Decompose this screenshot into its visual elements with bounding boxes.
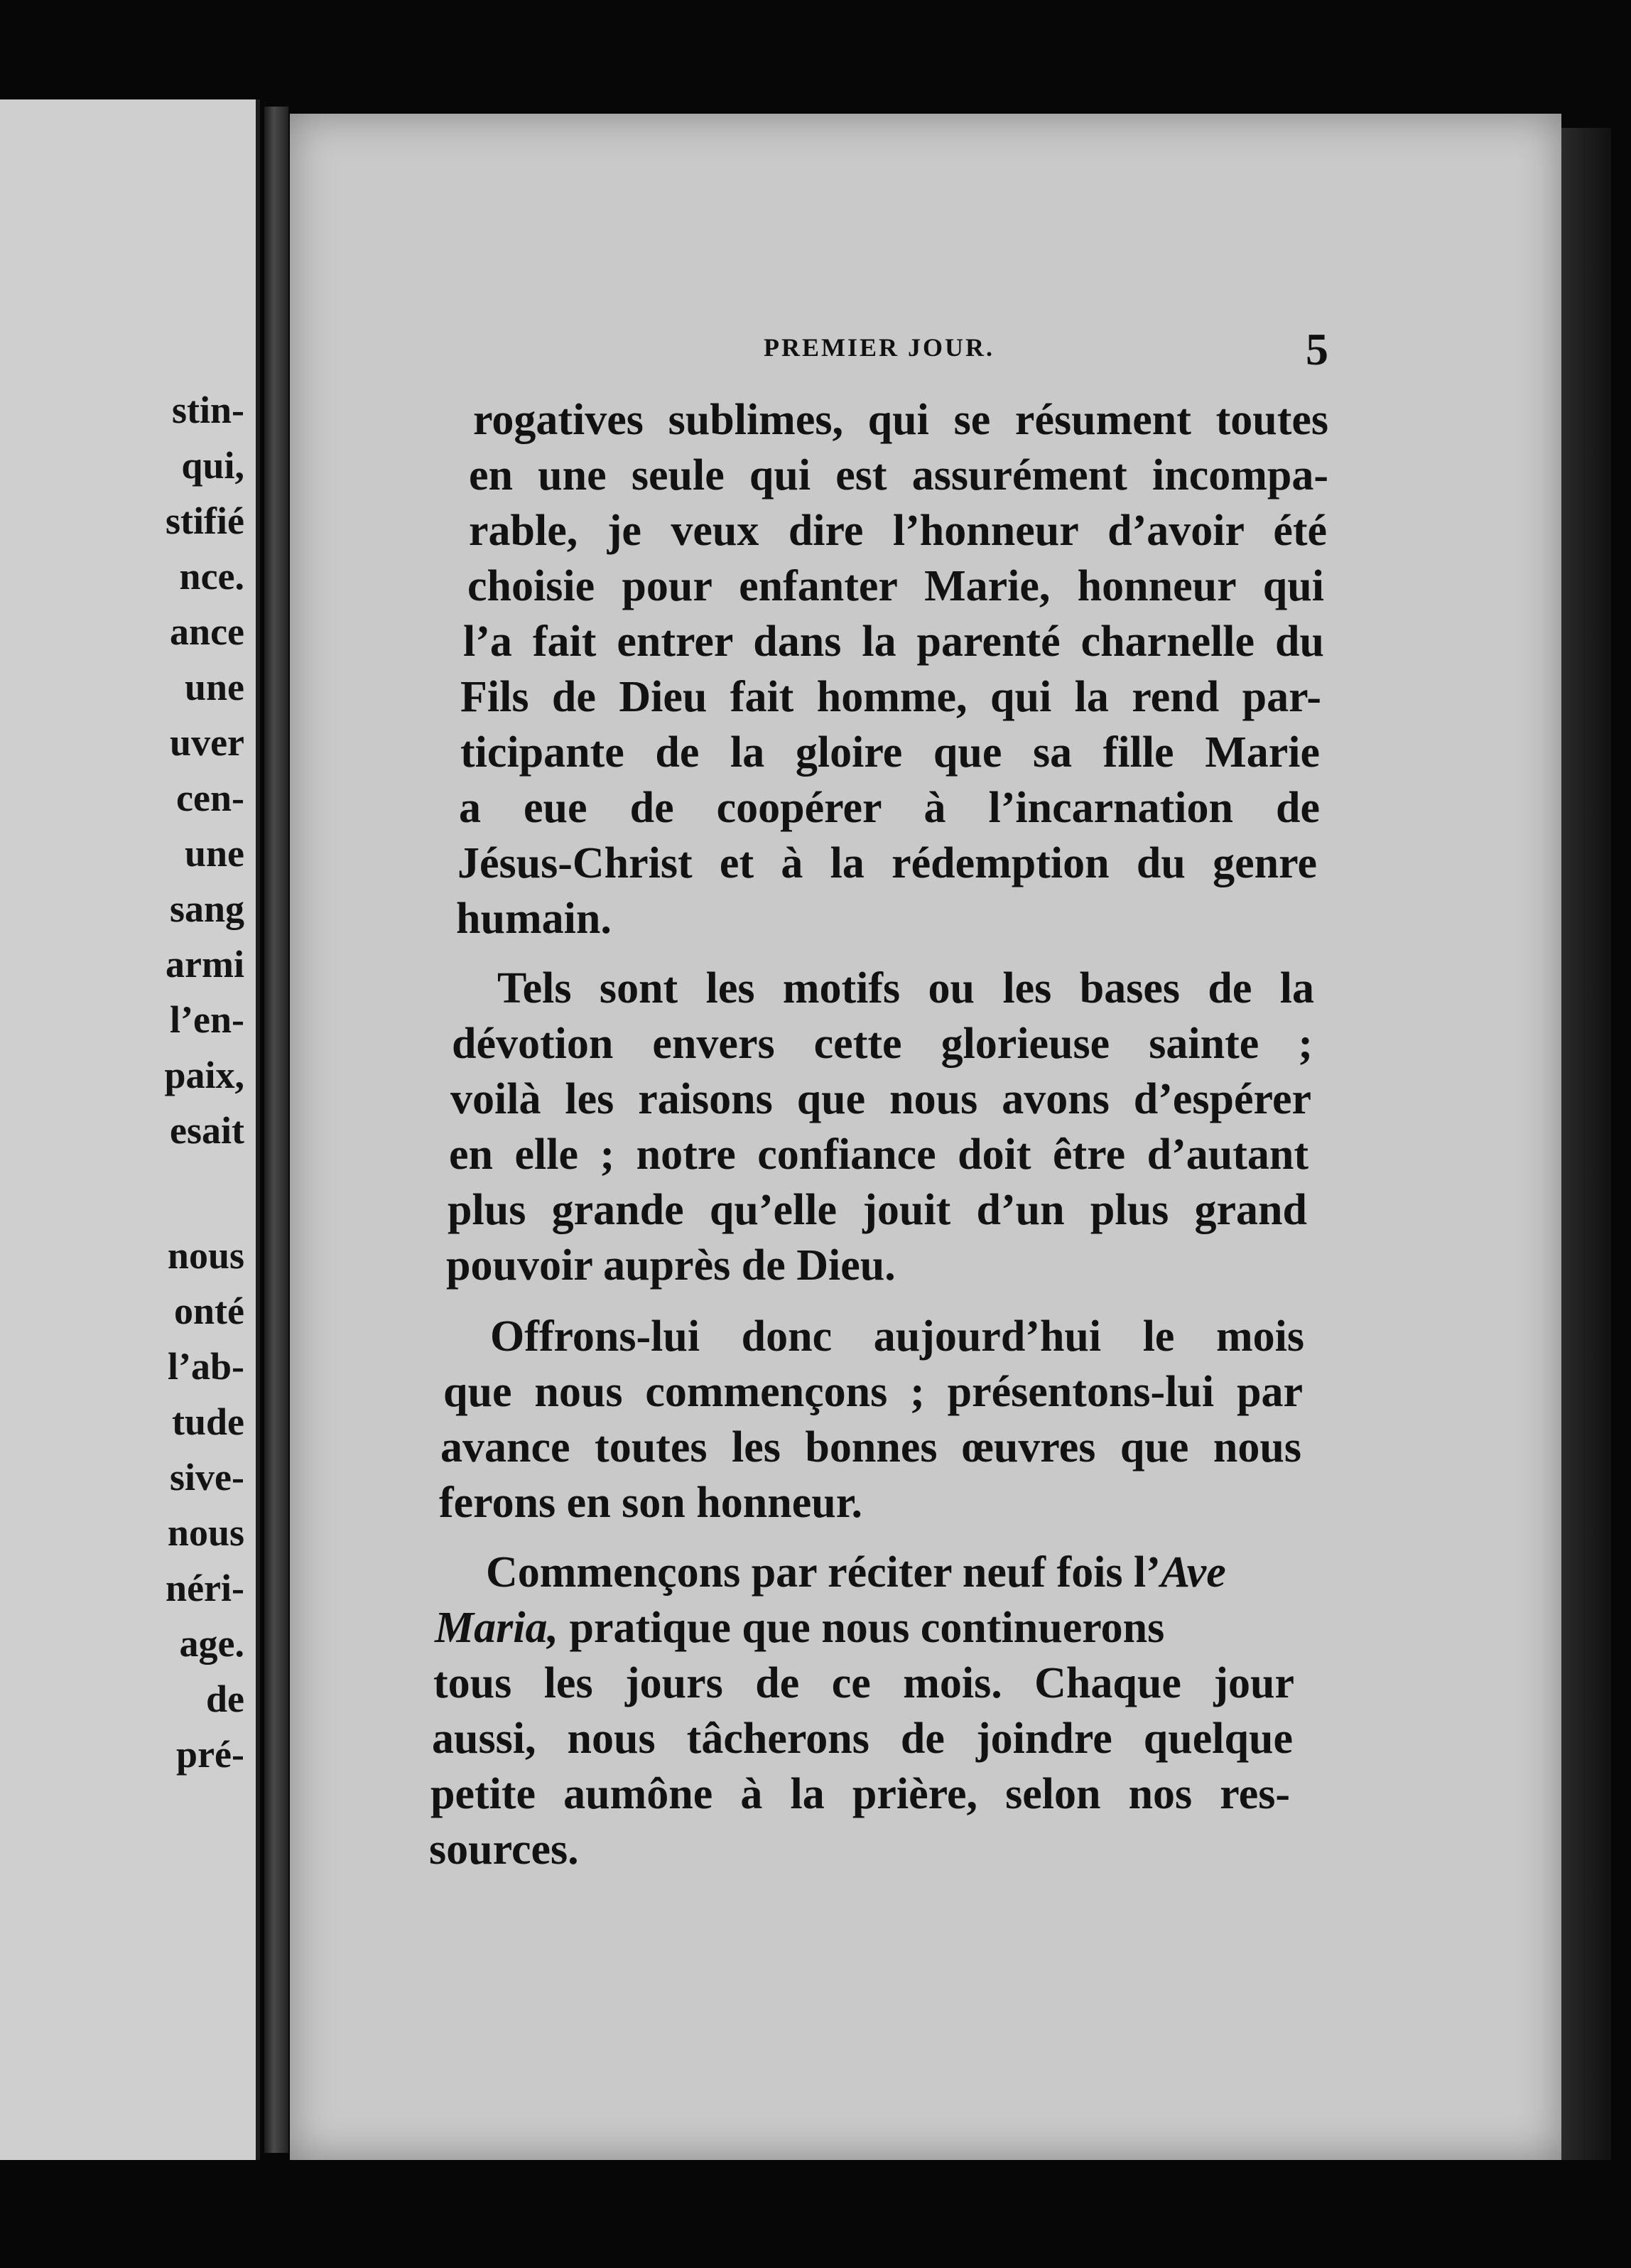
left-line: armi bbox=[166, 943, 244, 986]
left-line: cen- bbox=[176, 777, 244, 819]
text-run: Commençons par réciter neuf fois l’ bbox=[486, 1548, 1161, 1597]
text-line: dévotion envers cette glorieuse sainte ; bbox=[452, 1020, 1313, 1068]
text-line: plus grande qu’elle jouit d’un plus grand bbox=[448, 1186, 1307, 1234]
text-line bbox=[486, 1548, 1226, 1597]
left-line: pré- bbox=[176, 1733, 244, 1776]
italic-text-run: Ave bbox=[1160, 1548, 1226, 1597]
text-line: Tels sont les motifs ou les bases de la bbox=[497, 964, 1314, 1012]
text-line: rable, je veux dire l’honneur d’avoir été bbox=[469, 507, 1327, 555]
left-line: age. bbox=[179, 1622, 244, 1665]
text-line: Offrons-lui donc aujourd’hui le mois bbox=[490, 1312, 1304, 1361]
text-line: avance toutes les bonnes œuvres que nous bbox=[440, 1423, 1301, 1472]
text-line: sources. bbox=[429, 1825, 579, 1874]
left-line: une bbox=[184, 666, 244, 708]
running-head: PREMIER JOUR. bbox=[764, 333, 995, 362]
left-line: néri- bbox=[166, 1567, 244, 1609]
italic-text-run: Maria, bbox=[435, 1604, 558, 1652]
text-line: ferons en son honneur. bbox=[439, 1479, 863, 1527]
left-line: qui, bbox=[181, 444, 244, 487]
text-line: tous les jours de ce mois. Chaque jour bbox=[433, 1659, 1294, 1707]
text-line: a eue de coopérer à l’incarnation de bbox=[459, 784, 1320, 832]
left-line: nce. bbox=[179, 555, 244, 598]
left-line: tude bbox=[171, 1400, 244, 1443]
left-line: sang bbox=[169, 887, 244, 930]
text-line: choisie pour enfanter Marie, honneur qui bbox=[467, 562, 1324, 610]
left-line: de bbox=[206, 1678, 244, 1720]
left-line: ance bbox=[170, 610, 244, 653]
left-line: stin- bbox=[171, 389, 244, 431]
text-line: en une seule qui est assurément incompa- bbox=[469, 451, 1328, 500]
text-run: pratique que nous continuerons bbox=[558, 1604, 1165, 1652]
text-line: aussi, nous tâcherons de joindre quelque bbox=[432, 1714, 1293, 1763]
left-line: paix, bbox=[164, 1054, 244, 1096]
left-line: l’ab- bbox=[168, 1345, 244, 1388]
text-line: ticipante de la gloire que sa fille Marie bbox=[460, 728, 1320, 777]
text-line: humain. bbox=[456, 895, 612, 943]
left-line: stifié bbox=[166, 500, 244, 542]
text-line: petite aumône à la prière, selon nos res- bbox=[430, 1770, 1290, 1818]
left-line: nous bbox=[167, 1511, 244, 1554]
text-line: en elle ; notre confiance doit être d’autant bbox=[449, 1130, 1308, 1179]
text-line: que nous commençons ; présentons-lui par bbox=[443, 1368, 1303, 1416]
text-line bbox=[435, 1606, 1164, 1650]
page-number: 5 bbox=[1306, 324, 1328, 374]
left-line: l’en- bbox=[170, 998, 244, 1041]
left-line: sive- bbox=[170, 1456, 244, 1498]
left-line: nous bbox=[167, 1234, 244, 1277]
left-line: esait bbox=[170, 1109, 244, 1152]
text-line: voilà les raisons que nous avons d’espérer bbox=[450, 1075, 1311, 1123]
text-line: rogatives sublimes, qui se résument toutes bbox=[473, 396, 1328, 444]
text-line: Jésus-Christ et à la rédemption du genre bbox=[457, 839, 1317, 887]
left-line: une bbox=[184, 832, 244, 875]
text-line: pouvoir auprès de Dieu. bbox=[446, 1241, 896, 1290]
text-line: Fils de Dieu fait homme, qui la rend par- bbox=[460, 673, 1321, 721]
left-line: onté bbox=[174, 1290, 244, 1332]
text-line: l’a fait entrer dans la parenté charnelle du bbox=[463, 617, 1324, 666]
left-line: uver bbox=[170, 721, 244, 764]
